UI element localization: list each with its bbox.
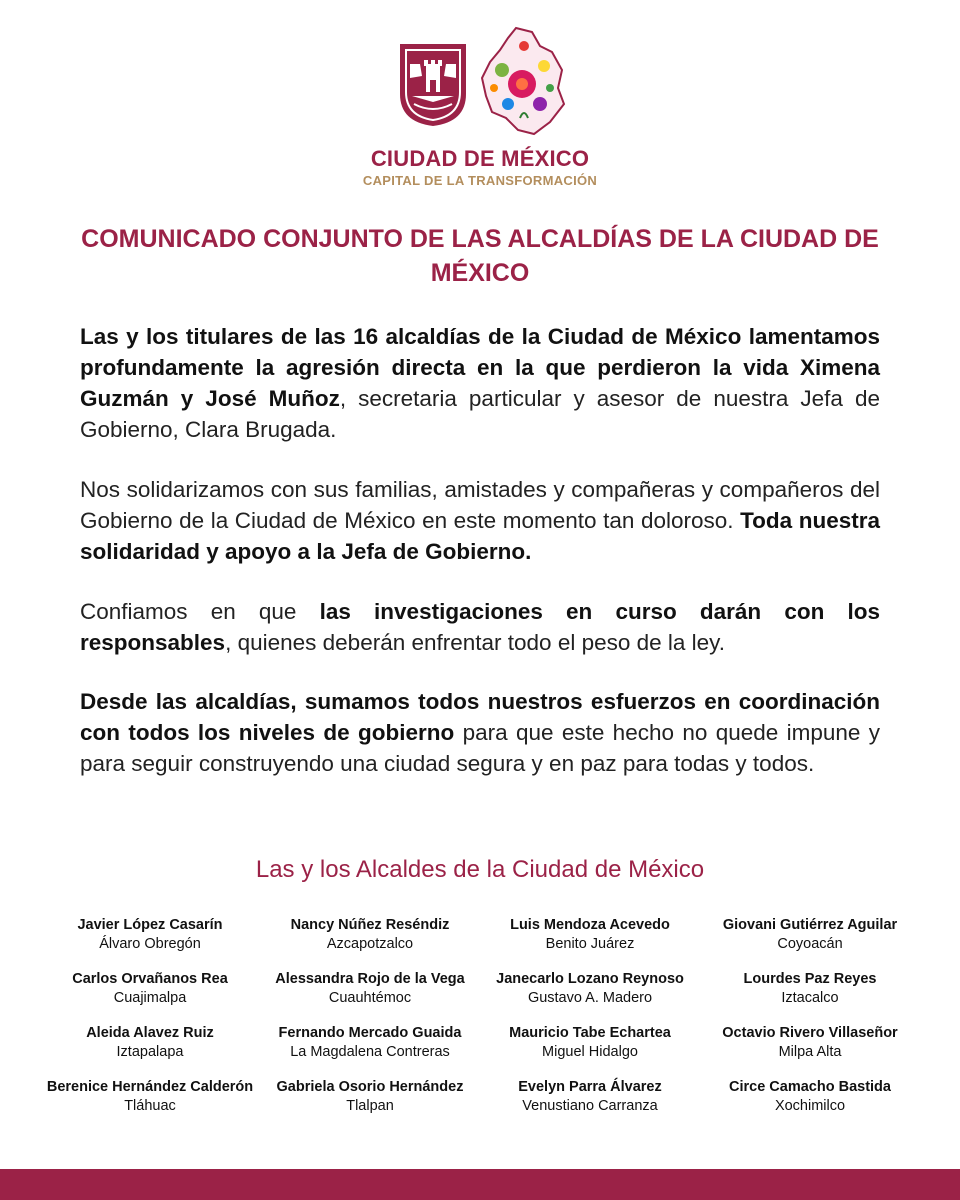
signature-name: Octavio Rivero Villaseñor bbox=[722, 1025, 898, 1041]
signature-alcaldia: Venustiano Carranza bbox=[522, 1098, 658, 1114]
footer-bar bbox=[0, 1169, 960, 1200]
signature-alcaldia: Gustavo A. Madero bbox=[527, 990, 653, 1006]
signature-alcaldia: Iztapalapa bbox=[116, 1044, 184, 1060]
signature-block bbox=[700, 916, 920, 954]
signature-alcaldia: Cuauhtémoc bbox=[328, 990, 412, 1006]
signatures-heading: Las y los Alcaldes de la Ciudad de México bbox=[255, 856, 705, 883]
signature-alcaldia: Xochimilco bbox=[774, 1098, 846, 1114]
signature-name: Aleida Alavez Ruiz bbox=[86, 1025, 214, 1041]
signature-name: Luis Mendoza Acevedo bbox=[510, 917, 670, 933]
signature-block bbox=[700, 1024, 920, 1062]
paragraph-3-rest: , quienes deberán enfrentar todo el peso de la ley. bbox=[225, 630, 726, 655]
signature-name: Evelyn Parra Álvarez bbox=[518, 1079, 662, 1095]
signature-alcaldia: Tláhuac bbox=[124, 1098, 176, 1114]
paragraph-2-normal: Nos solidarizamos con sus familias, amistades y compañeras y compañeros del Gobierno de la Ciudad de México en este momento tan doloroso. bbox=[80, 477, 880, 533]
header-logo bbox=[0, 20, 960, 195]
signature-block bbox=[260, 1024, 480, 1062]
signature-block bbox=[40, 1024, 260, 1062]
signature-name: Gabriela Osorio Hernández bbox=[276, 1079, 464, 1095]
signature-block bbox=[480, 970, 700, 1008]
signature-alcaldia: Tlalpan bbox=[346, 1098, 394, 1114]
paragraph-1 bbox=[80, 321, 880, 445]
signature-alcaldia: Benito Juárez bbox=[545, 936, 635, 952]
signature-block bbox=[480, 1078, 700, 1116]
signature-alcaldia: Miguel Hidalgo bbox=[542, 1044, 638, 1060]
paragraph-3-normal: Confiamos en que bbox=[80, 599, 320, 624]
paragraph-4-bold: Desde las alcaldías, sumamos todos nuestros esfuerzos en coordinación con todos los niveles de gobierno bbox=[80, 689, 880, 745]
signature-name: Janecarlo Lozano Reynoso bbox=[496, 971, 684, 987]
paragraph-2 bbox=[80, 474, 880, 567]
signature-alcaldia: Iztacalco bbox=[781, 990, 839, 1006]
signature-alcaldia: Coyoacán bbox=[777, 936, 843, 952]
castle-shield-icon bbox=[398, 42, 468, 128]
signature-name: Fernando Mercado Guaida bbox=[278, 1025, 462, 1041]
paragraph-1-rest: , secretaria particular y asesor de nuestra Jefa de Gobierno, Clara Brugada. bbox=[80, 386, 880, 442]
signature-name: Berenice Hernández Calderón bbox=[46, 1079, 254, 1095]
signature-name: Lourdes Paz Reyes bbox=[743, 971, 877, 987]
paragraph-4-rest: para que este hecho no quede impune y para seguir construyendo una ciudad segura y en paz para todas y todos. bbox=[80, 720, 880, 776]
signature-block bbox=[40, 970, 260, 1008]
signature-name: Mauricio Tabe Echartea bbox=[509, 1025, 671, 1041]
signature-alcaldia: Azcapotzalco bbox=[326, 936, 414, 952]
signature-name: Carlos Orvañanos Rea bbox=[72, 971, 228, 987]
logo-title: CIUDAD DE MÉXICO bbox=[370, 146, 590, 171]
floral-cdmx-map-icon bbox=[480, 26, 565, 138]
paragraph-1-bold: Las y los titulares de las 16 alcaldías de la Ciudad de México lamentamos profundamente la agresión directa en la que perdieron la vida Ximena Guzmán y José Muñoz bbox=[80, 324, 880, 411]
signature-alcaldia: Milpa Alta bbox=[778, 1044, 842, 1060]
signature-alcaldia: Cuajimalpa bbox=[113, 990, 187, 1006]
signature-block bbox=[700, 970, 920, 1008]
paragraph-3-bold: las investigaciones en curso darán con los responsables bbox=[80, 599, 880, 655]
signature-block bbox=[40, 916, 260, 954]
signature-name: Alessandra Rojo de la Vega bbox=[275, 971, 465, 987]
signature-alcaldia: Álvaro Obregón bbox=[99, 936, 201, 952]
signature-name: Javier López Casarín bbox=[77, 917, 223, 933]
signature-block bbox=[700, 1078, 920, 1116]
signature-name: Nancy Núñez Reséndiz bbox=[290, 917, 450, 933]
signature-block bbox=[40, 1078, 260, 1116]
signature-block bbox=[260, 970, 480, 1008]
paragraph-4 bbox=[80, 686, 880, 779]
signature-block bbox=[480, 1024, 700, 1062]
signature-block bbox=[480, 916, 700, 954]
signature-block bbox=[260, 916, 480, 954]
page-title: COMUNICADO CONJUNTO DE LAS ALCALDÍAS DE LA CIUDAD DE MÉXICO bbox=[81, 225, 879, 287]
signature-name: Circe Camacho Bastida bbox=[729, 1079, 891, 1095]
signatures-grid bbox=[40, 916, 920, 1116]
paragraph-2-bold: Toda nuestra solidaridad y apoyo a la Jefa de Gobierno. bbox=[80, 508, 880, 564]
paragraph-3 bbox=[80, 596, 880, 658]
signature-name: Giovani Gutiérrez Aguilar bbox=[722, 917, 898, 933]
signature-alcaldia: La Magdalena Contreras bbox=[290, 1044, 450, 1060]
logo-subtitle: CAPITAL DE LA TRANSFORMACIÓN bbox=[362, 173, 598, 188]
signature-block bbox=[260, 1078, 480, 1116]
